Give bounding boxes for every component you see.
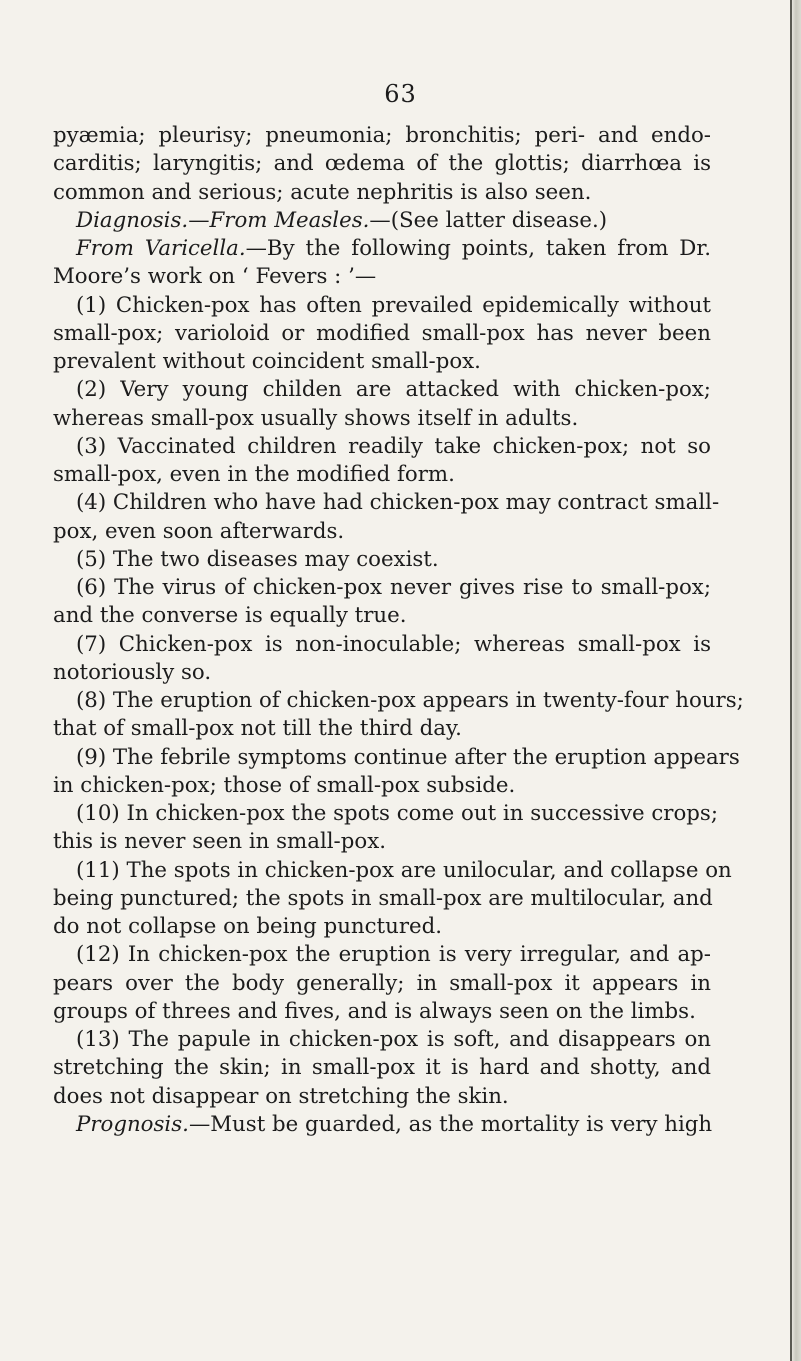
text-run: — <box>188 207 210 233</box>
text-line: pears over the body generally; in small-pox it appears in <box>53 970 711 996</box>
text-line: do not collapse on being punctured. <box>53 914 443 939</box>
text-line: (8) The eruption of chicken-pox appears in twenty-four hours; <box>76 688 744 713</box>
text-line <box>53 1111 711 1139</box>
body-text <box>53 122 744 1139</box>
text-line: (1) Chicken-pox has often prevailed epidemically without <box>76 292 711 318</box>
italic-heading: From Measles. <box>209 207 370 233</box>
text-line: in chicken-pox; those of small-pox subside. <box>53 772 516 798</box>
text-line: this is never seen in small-pox. <box>53 829 386 855</box>
text-line: groups of threes and fives, and is always seen on the limbs. <box>53 998 696 1024</box>
text-line: notoriously so. <box>53 659 212 685</box>
text-run: —By the following points, taken from Dr. <box>245 236 711 261</box>
text-line: pox, even soon afterwards. <box>53 518 345 544</box>
text-line: being punctured; the spots in small-pox are multilocular, and <box>53 885 713 911</box>
page-edge-line <box>790 0 792 1361</box>
text-line: (6) The virus of chicken-pox never gives rise to small-pox; <box>76 575 711 600</box>
text-line: (9) The febrile symptoms continue after the eruption appears <box>76 744 740 770</box>
text-run: —Must be guarded, as the mortality is very high <box>188 1111 713 1137</box>
text-line: small-pox, even in the modified form. <box>53 462 455 487</box>
text-line: whereas small-pox usually shows itself in adults. <box>53 405 579 431</box>
text-line: does not disappear on stretching the skin. <box>53 1083 509 1109</box>
text-line: (3) Vaccinated children readily take chicken-pox; not so <box>76 433 711 459</box>
text-line: (7) Chicken-pox is non-inoculable; whereas small-pox is <box>76 631 711 657</box>
text-line: (4) Children who have had chicken-pox may contract small- <box>76 490 720 516</box>
text-line: stretching the skin; in small-pox it is hard and shotty, and <box>53 1055 711 1081</box>
text-line: small-pox; varioloid or modified small-pox has never been <box>53 320 711 346</box>
italic-heading: From Varicella. <box>76 236 246 261</box>
text-line: (10) In chicken-pox the spots come out in successive crops; <box>76 801 719 826</box>
text-line: that of small-pox not till the third day. <box>53 716 462 742</box>
text-line: (2) Very young childen are attacked with chicken-pox; <box>76 377 711 403</box>
text-line: and the converse is equally true. <box>53 603 407 629</box>
text-line: (13) The papule in chicken-pox is soft, and disappears on <box>76 1027 711 1052</box>
text-line: common and serious; acute nephritis is also seen. <box>53 179 592 205</box>
text-line: carditis; laryngitis; and œdema of the glottis; diarrhœa is <box>53 151 711 177</box>
text-line: prevalent without coincident small-pox. <box>53 349 481 374</box>
text-line: Moore’s work on ‘ Fevers : ’— <box>53 264 377 290</box>
text-line: (11) The spots in chicken-pox are unilocular, and collapse on <box>76 857 732 883</box>
page-edge <box>791 0 801 1361</box>
page-number: 63 <box>384 80 417 108</box>
text-line <box>53 235 711 263</box>
italic-heading: Prognosis. <box>76 1111 189 1137</box>
text-line: pyæmia; pleurisy; pneumonia; bronchitis; peri- and endo- <box>53 123 711 148</box>
italic-heading: Diagnosis. <box>76 207 189 233</box>
text-run: —(See latter disease.) <box>369 207 608 233</box>
text-line: (5) The two diseases may coexist. <box>76 546 439 572</box>
text-line <box>53 207 711 235</box>
text-line: (12) In chicken-pox the eruption is very irregular, and ap- <box>76 942 711 968</box>
